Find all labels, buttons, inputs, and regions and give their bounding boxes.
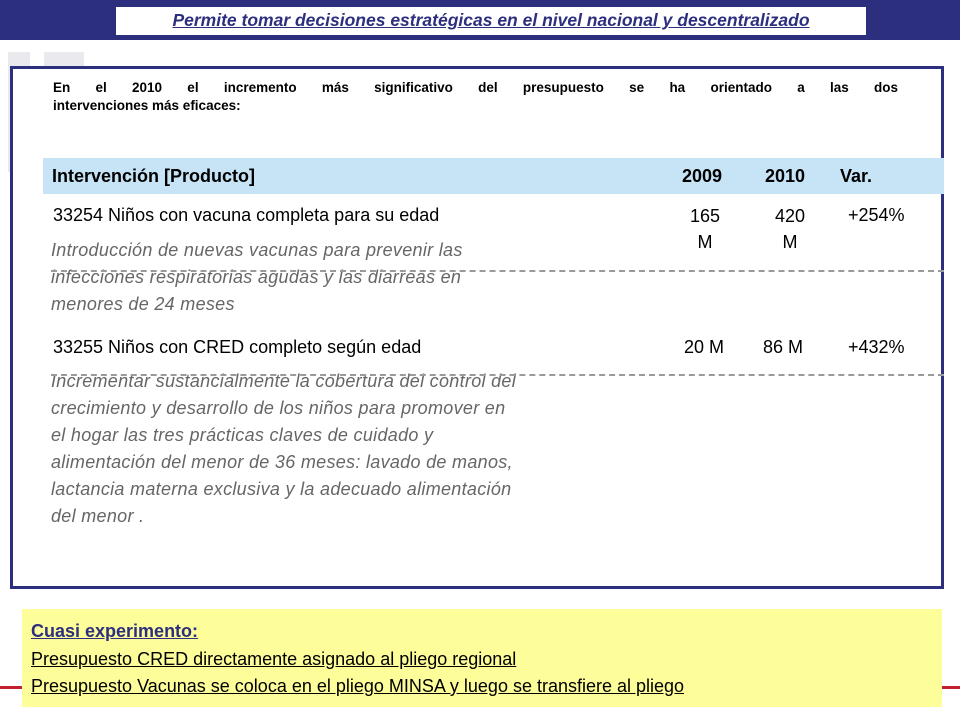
row-2-description [51,368,516,530]
row-1-description-line: menores de 24 meses [51,294,235,314]
row-2-value-2010: 86 M [763,337,804,357]
note-line-1: Presupuesto CRED directamente asignado al pliego regional [31,649,517,669]
slide-title: Permite tomar decisiones estratégicas en el nivel nacional y descentralizado [115,6,867,36]
intro-text [53,79,898,115]
intro-line-1: En el 2010 el incremento más significativo del presupuesto se ha orientado a las dos [53,80,898,95]
table-header-row [43,158,944,194]
header-2010: 2010 [765,166,806,186]
row-2-description-line: crecimiento y desarrollo de los niños para promover en [51,398,506,418]
intro-line-2: intervenciones más eficaces: [53,98,241,113]
row-1-value-2010-unit: M [782,232,798,252]
row-2-variation: +432% [848,337,905,357]
header-var: Var. [840,166,873,186]
quasi-experiment-note [22,609,942,707]
top-banner [0,0,960,40]
row-1-value-2009-amount: 165 [689,206,721,226]
row-1-value-2010 [760,203,820,255]
row-2-product: 33255 Niños con CRED completo según edad [53,337,422,357]
row-1-product: 33254 Niños con vacuna completa para su edad [53,205,440,225]
row-1-value-2010-amount: 420 [774,206,806,226]
row-1-description-line: Introducción de nuevas vacunas para prevenir las [51,240,463,260]
row-2-divider [51,374,944,376]
row-2-description-line: del menor . [51,506,145,526]
row-1-value-2009 [675,203,735,255]
row-1-description [51,237,463,318]
row-2-value-2009: 20 M [684,337,725,357]
row-2-description-line: alimentación del menor de 36 meses: lavado de manos, [51,452,513,472]
row-2-description-line: Incrementar sustancialmente la cobertura del control del [51,371,517,391]
content-panel [10,66,944,589]
row-2-description-line: lactancia materna exclusiva y la adecuado alimentación [51,479,512,499]
header-2009: 2009 [682,166,723,186]
header-product: Intervención [Producto] [52,166,256,186]
row-1-description-line: infecciones respiratorias agudas y las diarreas en [51,267,462,287]
note-line-2: Presupuesto Vacunas se coloca en el pliego MINSA y luego se transfiere al pliego [31,676,685,696]
row-1-variation: +254% [848,205,905,225]
row-2-description-line: el hogar las tres prácticas claves de cuidado y [51,425,434,445]
note-heading: Cuasi experimento: [31,621,199,641]
row-1-divider [51,270,944,272]
row-1-value-2009-unit: M [697,232,713,252]
